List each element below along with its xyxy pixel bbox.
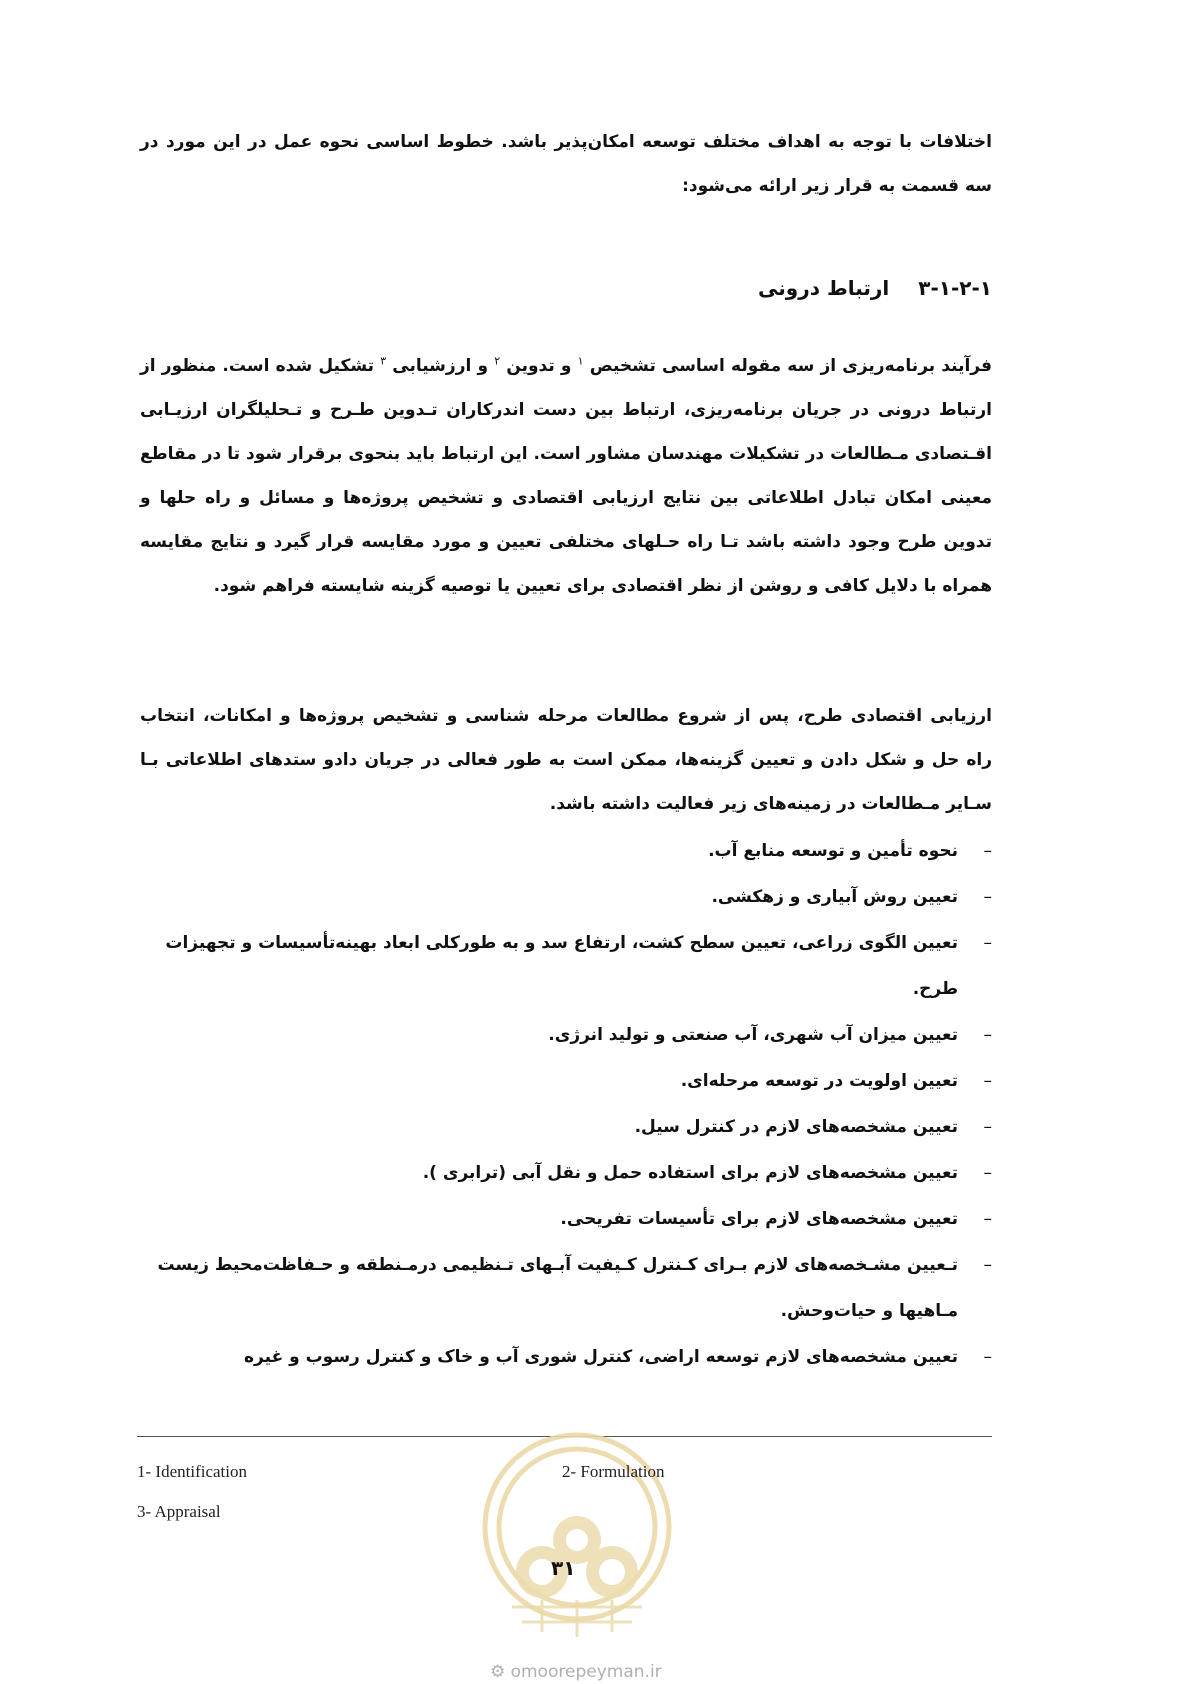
footnote-1: 1- Identification xyxy=(137,1462,247,1481)
list-item xyxy=(134,1334,992,1380)
list-item-text: تعیین اولویت در توسعه مرحله‌ای. xyxy=(680,1071,958,1091)
list-item-text: تعیین مشخصه‌های لازم در کنترل سیل. xyxy=(634,1117,958,1137)
list-item-text: تعیین مشخصه‌های لازم برای تأسیسات تفریحی. xyxy=(560,1209,958,1229)
list-item xyxy=(134,920,992,1012)
gear-icon: ⚙ xyxy=(490,1662,506,1682)
bullet-list xyxy=(134,828,992,1380)
bullet-dash: – xyxy=(983,1071,992,1091)
list-item xyxy=(134,1104,992,1150)
bullet-dash: – xyxy=(983,1255,992,1275)
bullet-dash: – xyxy=(983,1163,992,1183)
watermark-logo xyxy=(472,1422,682,1656)
paragraph-text: و تدوین xyxy=(506,356,572,376)
list-item-text: نحوه تأمین و توسعه منابع آب. xyxy=(708,841,958,861)
bullet-dash: – xyxy=(983,1117,992,1137)
list-item xyxy=(134,1150,992,1196)
list-item-text: تعیین میزان آب شهری، آب صنعتی و تولید انرژی. xyxy=(548,1025,958,1045)
list-item-text: تعیین الگوی زراعی، تعیین سطح کشت، ارتفاع سد و به طورکلی ابعاد بهینه‌تأسیسات و تجهیزات طرح. xyxy=(165,933,958,999)
footnote-3: 3- Appraisal xyxy=(137,1502,221,1521)
intro-paragraph: اختلافات با توجه به اهداف مختلف توسعه امکان‌پذیر باشد. خطوط اساسی نحوه عمل در این مورد در سه قسمت به قرار زیر ارائه می‌شود: xyxy=(140,132,992,196)
paragraph-text: تشکیل شده است. منظور از ارتباط درونی در جریان برنامه‌ریزی، ارتباط بین دست اندرکاران تـدوین طـرح و تـحلیلگران ارزیـابی اقـتصادی مـطالعات در تشکیلات مهندسان مشاور است. این ارتباط باید بنحوی برقرار شود تا در مقاطع معینی امکان تبادل اطلاعاتی بین نتایج ارزیابی اقتصادی و تشخیص پروژه‌ها و مسائل و راه حلها و تدوین طرح وجود داشته باشد تـا راه حـلهای مختلفی تعیین و مورد مقایسه قرار گیرد و نتایج مقایسه همراه با دلایل کافی و روشن از نظر اقتصادی برای تعیین یا توصیه گزینه شایسته فراهم شود. xyxy=(140,356,992,596)
list-item xyxy=(134,1058,992,1104)
list-item-text: تـعیین مشـخصه‌های لازم بـرای کـنترل کـیفیت آبـهای تـنظیمی درمـنطقه و حـفاظت‌محیط زیست مـاهیها و حیات‌وحش. xyxy=(157,1255,958,1321)
list-item-text: تعیین مشخصه‌های لازم برای استفاده حمل و نقل آبی (ترابری ). xyxy=(422,1163,958,1183)
paragraph-text: فرآیند برنامه‌ریزی از سه مقوله اساسی تشخیص xyxy=(589,356,992,376)
footnote-mark-2: ۲ xyxy=(494,354,501,368)
page-number: ۳۱ xyxy=(551,1556,576,1580)
bullet-dash: – xyxy=(983,1347,992,1367)
list-item-text: تعیین روش آبیاری و زهکشی. xyxy=(711,887,958,907)
internal-link-paragraph xyxy=(140,344,992,608)
footnote-mark-3: ۳ xyxy=(380,354,387,368)
bullet-dash: – xyxy=(983,887,992,907)
economic-evaluation-paragraph: ارزیابی اقتصادی طرح، پس از شروع مطالعات مرحله شناسی و تشخیص پروژه‌ها و امکانات، انتخاب راه حل و شکل دادن و تعیین گزینه‌ها، ممکن است به طور فعالی در جریان دادو ستدهای اطلاعاتی بـا سـایر مـطالعات در زمینه‌های زیر فعالیت داشته باشد. xyxy=(140,706,992,814)
bullet-dash: – xyxy=(983,841,992,861)
list-item-text: تعیین مشخصه‌های لازم توسعه اراضی، کنترل شوری آب و خاک و کنترل رسوب و غیره xyxy=(244,1347,958,1367)
list-item xyxy=(134,1012,992,1058)
list-item xyxy=(134,828,992,874)
footnote-mark-1: ۱ xyxy=(577,354,584,368)
list-item xyxy=(134,874,992,920)
bullet-dash: – xyxy=(983,933,992,953)
list-item xyxy=(134,1242,992,1334)
watermark-url-text: omoorepeyman.ir xyxy=(510,1662,662,1682)
footnote-2: 2- Formulation xyxy=(562,1462,665,1481)
section-number: ۳-۱-۲-۱ xyxy=(918,276,992,300)
paragraph-text: و ارزشیابی xyxy=(392,356,489,376)
section-title: ارتباط درونی xyxy=(758,276,890,300)
watermark-url[interactable] xyxy=(490,1662,662,1682)
list-item xyxy=(134,1196,992,1242)
bullet-dash: – xyxy=(983,1025,992,1045)
bullet-dash: – xyxy=(983,1209,992,1229)
section-heading xyxy=(758,276,992,300)
